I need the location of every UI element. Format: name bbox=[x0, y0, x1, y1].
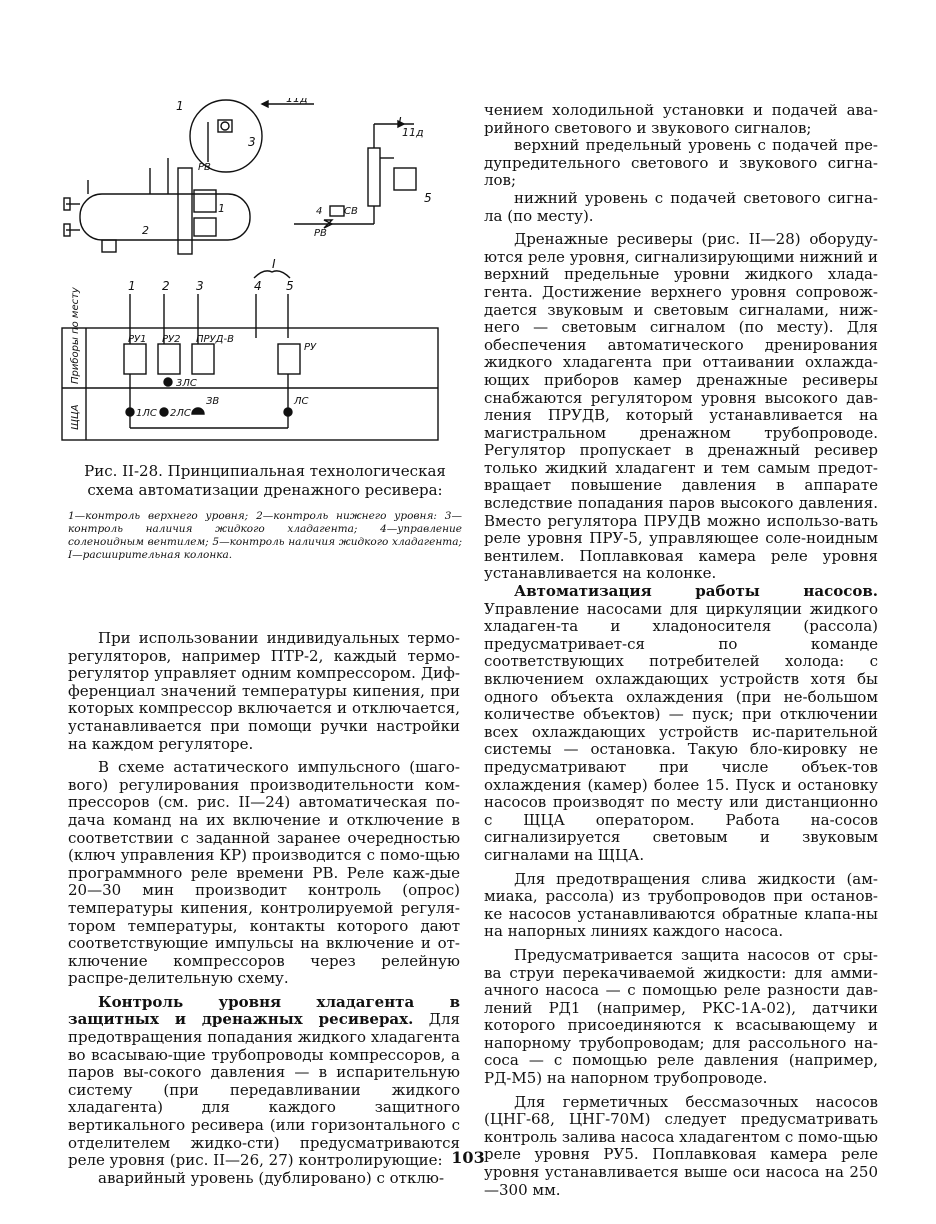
figure-caption: Рис. II-28. Принципиальная технологическая схема автоматизации дренажного ресивера: bbox=[84, 462, 446, 499]
label-rv-right: РВ bbox=[314, 228, 327, 239]
paragraph-body: Для предотвращения попадания жидкого хладагента во всасываю-щие трубопроводы компрессоров, а паров вы-сокого давления — в испарительную систему (при передавливании жидкого хладагента) для каждого защитного вертикального ресивера (или горизонтального с отделителем жидко-сти) предусматриваются реле уровня (рис. II—26, 27) контролирующие: bbox=[68, 1010, 460, 1170]
paragraph: Дренажные ресиверы (рис. II—28) оборуду-ются реле уровня, сигнализирующими нижний и верхний предельные уровни жидкого хлада-гента. Достижение верхнего уровня сопровож-дается звуковым и световым сигналами, ниж-него — световым сигналом (по месту). Для обеспечения автоматического дренирования жидкого хладагента при оттаивании охлажда-ющих приборов камер дренажные ресиверы снабжаются регулятором уровня высокого дав-ления ПРУДВ, который устанавливается на магистральном дренажном трубопроводе. Регулятор пропускает в дренажный ресивер только жидкий хладагент и тем самым предот-вращает повышение давления в аппарате вследствие попадания паров высокого давления. Вместо регулятора ПРУДВ можно использо-вать реле уровня ПРУ-5, управляющее соле-ноидным вентилем. Поплавковая камера реле уровня устанавливается на колонке. bbox=[484, 230, 878, 583]
right-column bbox=[484, 102, 878, 1199]
sv-box bbox=[330, 206, 344, 216]
paragraph bbox=[484, 583, 878, 865]
label-3: 3 bbox=[248, 135, 256, 149]
label-n2: 2 bbox=[162, 279, 170, 293]
row-label-shca: ЩЦА bbox=[70, 404, 81, 430]
paragraph: нижний уровень с подачей светового сигна-ла (по месту). bbox=[484, 188, 878, 225]
label-n5: 5 bbox=[286, 279, 294, 293]
relay-ru1 bbox=[124, 344, 146, 374]
lamp-icon bbox=[164, 378, 172, 386]
paragraph: При использовании индивидуальных термо-регуляторов, например ПТР-2, каждый термо-регулятор управляет одним компрессором. Диф-ференциал значений температуры кипения, при которых компрессор включается и отключается, устанавливается при помощи ручки настройки на каждом регуляторе. bbox=[68, 629, 460, 753]
paragraph-lead: Автоматизация работы насосов. bbox=[514, 582, 878, 601]
label-rv: РВ bbox=[198, 162, 211, 173]
label-sv: СВ bbox=[344, 206, 358, 217]
label-1: 1 bbox=[176, 99, 184, 113]
paragraph bbox=[68, 994, 460, 1170]
scheme-diagram bbox=[58, 98, 468, 450]
label-n4: 4 bbox=[254, 279, 262, 293]
label-11d-right: 11д bbox=[402, 126, 424, 139]
label-bracket-I: I bbox=[272, 257, 276, 271]
paragraph: верхний предельный уровень с подачей пре-дупредительного светового и звукового сигна-лов; bbox=[484, 136, 878, 190]
paragraph: Для предотвращения слива жидкости (ам-миака, рассола) из трубопроводов при останов-ке насосов устанавливаются обратные клапа-ны на напорных линиях каждого насоса. bbox=[484, 869, 878, 941]
lamp-icon bbox=[160, 408, 168, 416]
arrow-icon bbox=[262, 101, 268, 107]
drain-pipe bbox=[102, 240, 116, 252]
page-number: 103 bbox=[451, 1148, 485, 1167]
relay-ru bbox=[278, 344, 300, 374]
label-1ls: 1ЛС bbox=[136, 408, 157, 419]
float-icon bbox=[221, 122, 229, 130]
label-prud: ПРУД-В bbox=[196, 334, 234, 345]
column-right bbox=[368, 148, 380, 206]
instrument-panel bbox=[62, 328, 438, 440]
paragraph: Для герметичных бессмазочных насосов (ЦНГ-68, ЦНГ-70М) следует предусматривать контроль залива насоса хладагентом с помо-щью реле уровня РУ5. Поплавковая камера реле уровня устанавливается выше оси насоса на 250—300 мм. bbox=[484, 1092, 878, 1199]
label-4: 4 bbox=[316, 206, 323, 217]
label-ru: РУ bbox=[304, 342, 317, 353]
label-n1: 1 bbox=[128, 279, 136, 293]
bell-icon bbox=[192, 408, 204, 414]
label-3ls: 3ЛС bbox=[176, 378, 197, 389]
receiver-vessel bbox=[80, 194, 250, 240]
label-ru1: РУ1 bbox=[128, 334, 147, 345]
label-n3: 3 bbox=[196, 279, 204, 293]
label-5: 5 bbox=[424, 191, 432, 205]
paragraph: Предусматривается защита насосов от сры-ва струи перекачиваемой жидкости: для амми-ачного насоса — с помощью реле разности дав-лений РД1 (например, РКС-1А-02), датчики которого присоединяются к всасывающему и напорному трубопроводам; для рассольного на-соса — с помощью реле давления (например, РД-М5) на напорном трубопроводе. bbox=[484, 945, 878, 1088]
level-relay-box-right bbox=[394, 168, 416, 190]
relay-ru2 bbox=[158, 344, 180, 374]
paragraph: аварийный уровень (дублировано) с отклю- bbox=[98, 1168, 445, 1187]
left-column bbox=[68, 630, 460, 1187]
paragraph-lead: Контроль уровня хладагента в защитных и дренажных ресиверах. bbox=[68, 992, 460, 1029]
figure-drainage-receiver-scheme bbox=[58, 98, 468, 450]
label-ru2: РУ2 bbox=[162, 334, 181, 345]
label-2ls: 2ЛС bbox=[170, 408, 191, 419]
paragraph: В схеме астатического импульсного (шаго-вого) регулирования производительности ком-прессоров (см. рис. II—24) автоматическая по-дача команд на их включение и отключение в соответствии с заданной заранее очередностью (ключ управления КР) производится с помо-щью программного реле времени РВ. Реле каж-дые 20—30 мин производит контроль (опрос) температуры кипения, контролируемой регуля-тором температуры, контакты которого дают соответствующие импульсы на включение и от-ключение компрессоров через релейную распре-делительную схему. bbox=[68, 758, 460, 988]
expansion-column bbox=[178, 168, 192, 254]
label-1-small: 1 bbox=[218, 202, 225, 215]
relay-prud bbox=[192, 344, 214, 374]
label-zv: ЗВ bbox=[206, 396, 220, 407]
level-relay-box bbox=[194, 218, 216, 236]
paragraph: чением холодильной установки и подачей ава-рийного светового и звукового сигналов; bbox=[484, 101, 878, 137]
paragraph-body: Управление насосами для циркуляции жидкого хладаген-та и хладоносителя (рассола) предусматривает-ся по команде соответствующих потребителей холода: с включением охлаждающих устройств хотя бы одного объекта охлаждения (при не-большом количестве объектов) — пуск; при отключении всех охлаждающих устройств ис-парительной системы — остановка. Такую бло-кировку не предусматривают при числе объек-тов охлаждения (камер) более 15. Пуск и остановку насосов производят по месту или дистанционно с ЩЦА оператором. Работа на-сосов сигнализируется световым и звуковым сигналами на ЩЦА. bbox=[484, 599, 878, 864]
label-ls: ЛС bbox=[294, 396, 309, 407]
label-11d: 11д bbox=[286, 98, 308, 105]
label-2-small: 2 bbox=[142, 224, 149, 237]
label-I: I bbox=[398, 115, 402, 129]
figure-legend: 1—контроль верхнего уровня; 2—контроль нижнего уровня: 3—контроль наличия жидкого хладагента; 4—управление соленоидным вентилем; 5—контроль наличия жидкого хладагента; I—расширительная колонка. bbox=[68, 510, 462, 561]
row-label-local: Приборы по месту bbox=[70, 287, 81, 384]
